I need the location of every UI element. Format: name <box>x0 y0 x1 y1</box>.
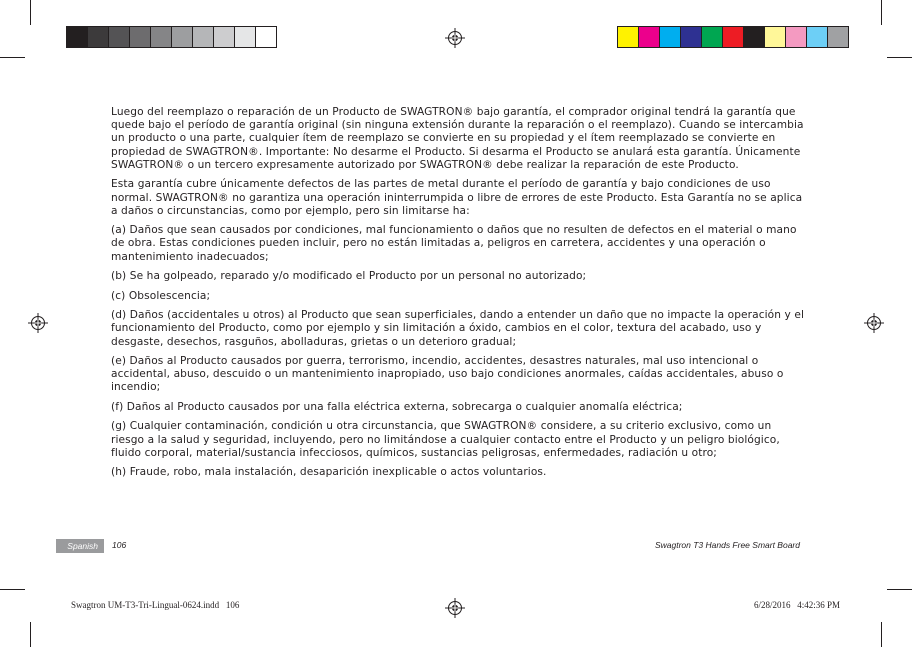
color-swatch-3 <box>659 26 681 48</box>
color-swatch-4 <box>680 26 702 48</box>
process-color-bar <box>618 26 849 47</box>
crop-mark-bottom-left-v <box>30 622 31 647</box>
slug-timestamp: 6/28/2016 4:42:36 PM <box>753 600 840 610</box>
exclusion-item-e: (e) Daños al Producto causados por guerra, terrorismo, incendio, accidentes, desastres naturales, mal uso intencional o accidental, abuso, descuido o un mantenimiento inapropiado, uso bajo condiciones anormales, caídas accidentales, abuso o incendio; <box>111 355 784 394</box>
warranty-body-text <box>111 106 806 486</box>
running-footer-title: Swagtron T3 Hands Free Smart Board <box>654 540 800 550</box>
registration-mark-left-icon <box>28 313 48 333</box>
exclusion-item-b: (b) Se ha golpeado, reparado y/o modificado el Producto por un personal no autorizado; <box>111 270 587 283</box>
language-tab: Spanish <box>56 539 104 553</box>
registration-mark-right-icon <box>864 313 884 333</box>
gray-swatch-1 <box>66 26 88 48</box>
crop-mark-top-left-h <box>0 57 25 58</box>
crop-mark-top-left-v <box>30 0 31 25</box>
exclusion-item-h: (h) Fraude, robo, mala instalación, desaparición inexplicable o actos voluntarios. <box>111 466 547 479</box>
registration-mark-bottom-icon <box>445 598 465 618</box>
crop-mark-top-right-h <box>887 57 912 58</box>
gray-swatch-6 <box>171 26 193 48</box>
crop-mark-bottom-right-h <box>887 589 912 590</box>
crop-mark-bottom-right-v <box>881 622 882 647</box>
gray-swatch-2 <box>87 26 109 48</box>
gray-swatch-3 <box>108 26 130 48</box>
color-swatch-7 <box>743 26 765 48</box>
exclusion-item-c: (c) Obsolescencia; <box>111 289 211 302</box>
crop-mark-bottom-left-h <box>0 589 25 590</box>
color-swatch-9 <box>785 26 807 48</box>
gray-swatch-7 <box>192 26 214 48</box>
page-number: 106 <box>112 540 127 550</box>
registration-mark-top-icon <box>445 28 465 48</box>
exclusion-item-f: (f) Daños al Producto causados por una falla eléctrica externa, sobrecarga o cualquier anomalía eléctrica; <box>111 400 683 413</box>
exclusion-item-a: (a) Daños que sean causados por condiciones, mal funcionamiento o daños que no resulten de defectos en el material o mano de obra. Estas condiciones pueden incluir, pero no están limitadas a, peligros en carretera, accidentes y una operación o mantenimiento inadecuados; <box>111 224 797 263</box>
paragraph-coverage-scope: Esta garantía cubre únicamente defectos de las partes de metal durante el período de garantía y bajo condiciones de uso normal. SWAGTRON® no garantiza una operación ininterrumpida o libre de errores de este Producto. Esta Garantía no se aplica a daños o circunstancias, como por ejemplo, pero sin limitarse ha: <box>111 178 803 217</box>
color-swatch-11 <box>827 26 849 48</box>
grayscale-color-bar <box>67 26 277 47</box>
gray-swatch-9 <box>234 26 256 48</box>
crop-mark-top-right-v <box>881 0 882 25</box>
exclusion-item-d: (d) Daños (accidentales u otros) al Producto que sean superficiales, dando a entender un daño que no impacte la operación y el funcionamiento del Producto, como por ejemplo y sin limitación a óxido, cambios en el color, textura del acabado, uso y desgaste, desechos, rasguños, abolladuras, grietas o un deterioro gradual; <box>111 309 805 348</box>
gray-swatch-8 <box>213 26 235 48</box>
color-swatch-2 <box>638 26 660 48</box>
gray-swatch-5 <box>150 26 172 48</box>
color-swatch-6 <box>722 26 744 48</box>
exclusion-item-g: (g) Cualquier contaminación, condición u otra circunstancia, que SWAGTRON® considere, a su criterio exclusivo, como un riesgo a la salud y seguridad, incluyendo, pero no limitándose a cualquier contacto entre el Producto y un peligro biológico, fluido corporal, material/sustancia infecciosos, químicos, sustancias peligrosas, enfermedades, radiación u otro; <box>111 420 780 459</box>
color-swatch-10 <box>806 26 828 48</box>
gray-swatch-4 <box>129 26 151 48</box>
slug-file-name: Swagtron UM-T3-Tri-Lingual-0624.indd 106 <box>71 600 240 610</box>
color-swatch-1 <box>617 26 639 48</box>
color-swatch-5 <box>701 26 723 48</box>
paragraph-replacement-terms: Luego del reemplazo o reparación de un Producto de SWAGTRON® bajo garantía, el comprador original tendrá la garantía que quede bajo el período de garantía original (sin ninguna extensión durante la reparación o el reemplazo). Cuando se intercambia un producto o una parte, cualquier ítem de reemplazo se convierte en su propiedad y el ítem reemplazado se convierte en propiedad de SWAGTRON®. Importante: No desarme el Producto. Si desarma el Producto se anulará esta garantía. Únicamente SWAGTRON® o un tercero expresamente autorizado por SWAGTRON® debe realizar la reparación de este Producto. <box>111 106 804 171</box>
gray-swatch-10 <box>255 26 277 48</box>
color-swatch-8 <box>764 26 786 48</box>
